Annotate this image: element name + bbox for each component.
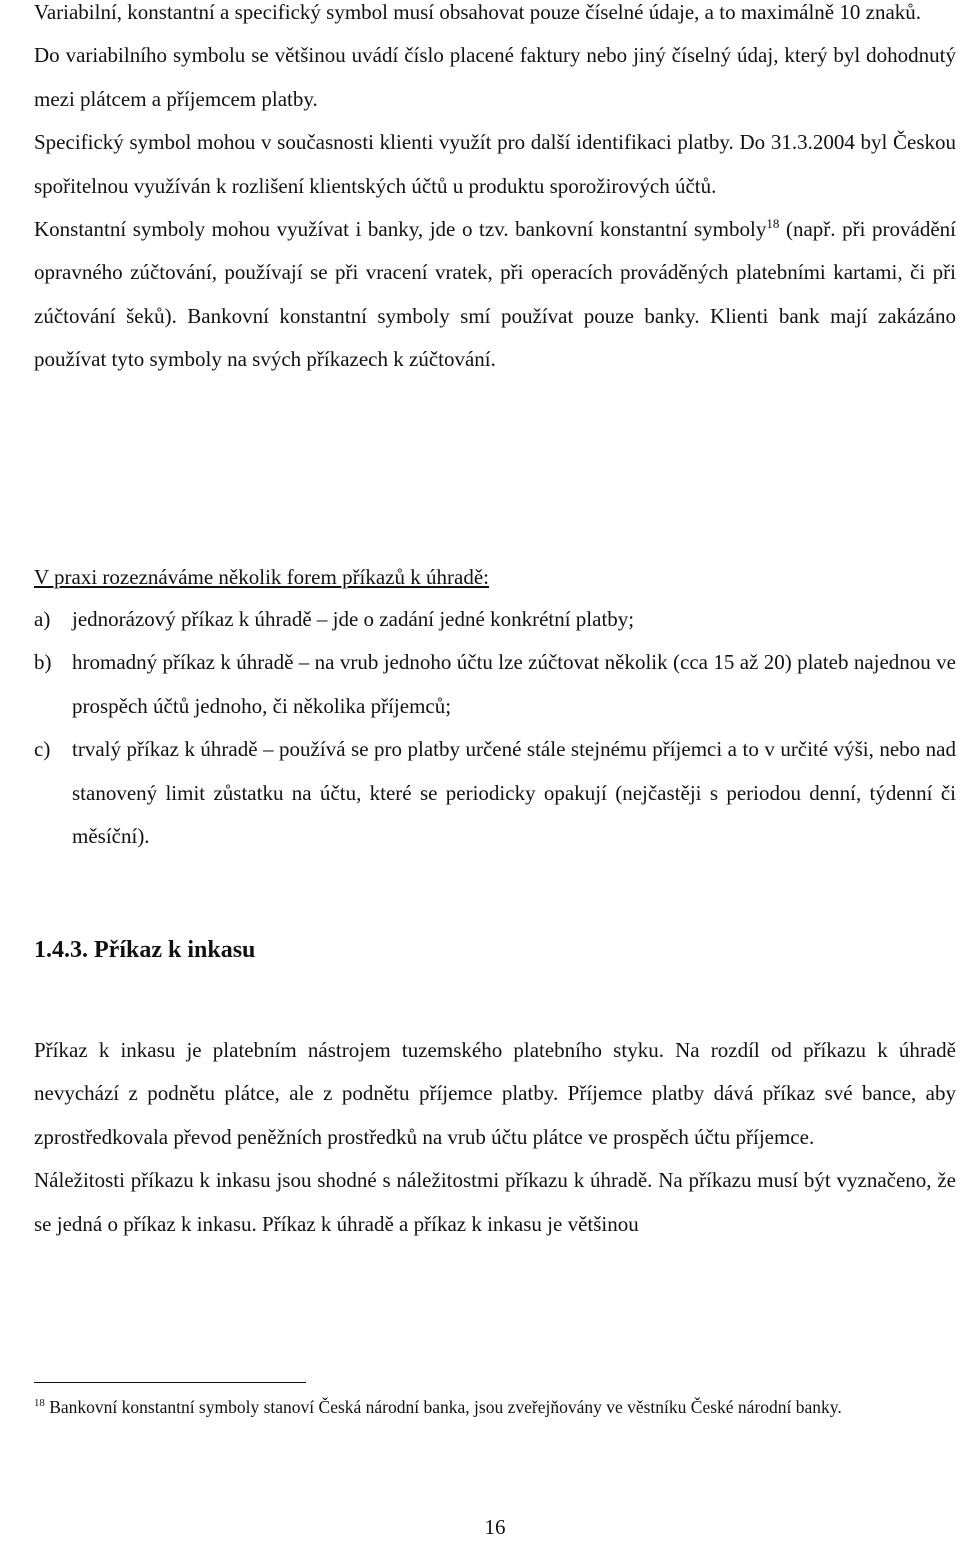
list-heading: V praxi rozeznáváme několik forem příkazů k úhradě:	[34, 565, 490, 589]
paragraph-direct-debit	[34, 1029, 956, 1246]
paragraph-payment-symbols	[34, 0, 956, 382]
footnote-text: Bankovní konstantní symboly stanoví Česká národní banka, jsou zveřejňovány ve věstníku České národní banky.	[44, 1397, 842, 1417]
footnote-reference: 18	[766, 216, 780, 232]
list-marker: c)	[34, 737, 51, 762]
footnote	[34, 1395, 956, 1420]
list-item	[34, 728, 956, 858]
footnote-divider	[34, 1382, 306, 1383]
list-marker: a)	[34, 607, 51, 631]
sentence-direct-debit-requirements: Náležitosti příkazu k inkasu jsou shodné s náležitostmi příkazu k úhradě. Na příkazu musí být vyznačeno, že se jedná o příkaz k inkasu. Příkaz k úhradě a příkaz k inkasu je většinou	[34, 1168, 956, 1236]
payment-order-forms-list	[34, 598, 956, 858]
list-marker: b)	[34, 650, 52, 675]
list-item	[34, 641, 956, 728]
sentence-specific-symbol: Specifický symbol mohou v současnosti klienti využít pro další identifikaci platby. Do 31.3.2004 byl Českou spořitelnou využíván k rozlišení klientských účtů u produktu sporožirových účtů.	[34, 130, 956, 198]
list-item	[34, 598, 956, 641]
footnote-number: 18	[34, 1397, 45, 1410]
section-heading: 1.4.3. Příkaz k inkasu	[34, 937, 256, 963]
list-item-text: jednorázový příkaz k úhradě – jde o zadání jedné konkrétní platby;	[72, 607, 635, 631]
sentence-constant-symbols: Konstantní symboly mohou využívat i banky, jde o tzv. bankovní konstantní symboly	[34, 217, 767, 242]
sentence-direct-debit-definition: Příkaz k inkasu je platebním nástrojem tuzemského platebního styku. Na rozdíl od příkazu k úhradě nevychází z podnětu plátce, ale z podnětu příjemce platby. Příjemce platby dává příkaz své bance, aby zprostředkovala převod peněžních prostředků na vrub účtu plátce ve prospěch účtu příjemce.	[34, 1038, 956, 1149]
sentence-symbol-format: Variabilní, konstantní a specifický symbol musí obsahovat pouze číselné údaje, a to maximálně 10 znaků.	[34, 0, 922, 24]
list-item-text: hromadný příkaz k úhradě – na vrub jednoho účtu lze zúčtovat několik (cca 15 až 20) plateb najednou ve prospěch účtů jednoho, či několika příjemců;	[72, 650, 956, 718]
sentence-variable-symbol: Do variabilního symbolu se většinou uvádí číslo placené faktury nebo jiný číselný údaj, který byl dohodnutý mezi plátcem a příjemcem platby.	[34, 43, 956, 111]
sentence-constant-symbols-cont: (např. při provádění opravného zúčtování, používají se při vracení vratek, při operacích prováděných platebními kartami, či při zúčtování šeků). Bankovní konstantní symboly smí používat pouze banky. Klienti bank mají zakázáno používat tyto symboly na svých příkazech k zúčtování.	[34, 217, 956, 372]
list-item-text: trvalý příkaz k úhradě – používá se pro platby určené stále stejnému příjemci a to v určité výši, nebo nad stanovený limit zůstatku na účtu, které se periodicky opakují (nejčastěji s periodou denní, týdenní či měsíční).	[72, 737, 956, 849]
page-number: 16	[484, 1515, 506, 1539]
